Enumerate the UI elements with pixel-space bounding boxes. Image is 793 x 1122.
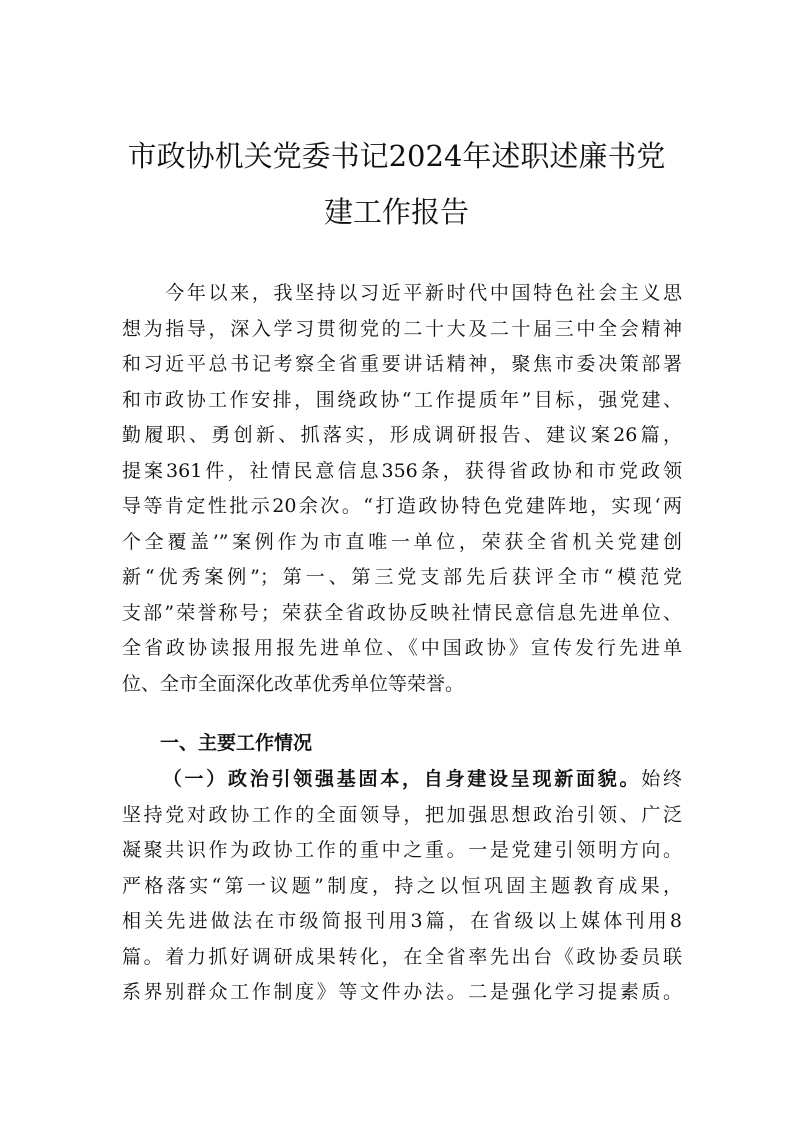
document-title-line-2: 建工作报告 xyxy=(323,195,469,229)
section-heading: 一、主要工作情况 xyxy=(160,732,313,754)
section-1-paragraph xyxy=(122,762,682,1011)
paragraph-line: 坚持党对政协工作的全面领导，把加强思想政治引领、广泛 xyxy=(122,803,682,826)
paragraph-line: 相关先进做法在市级简报刊用3篇，在省级以上媒体刊用8 xyxy=(122,910,682,932)
subsection-heading: （一）政治引领强基固本，自身建设呈现新面貌。 xyxy=(160,768,642,790)
paragraph-line: 想为指导，深入学习贯彻党的二十大及二十届三中全会精神 xyxy=(122,317,682,340)
paragraph-line: 严格落实“第一议题”制度，持之以恒巩固主题教育成果， xyxy=(122,874,682,897)
paragraph-line: 支部”荣誉称号；荣获全省政协反映社情民意信息先进单位、 xyxy=(122,601,682,624)
paragraph-line: 全省政协读报用报先进单位、《中国政协》宣传发行先进单 xyxy=(122,637,682,659)
paragraph-line: 今年以来，我坚持以习近平新时代中国特色社会主义思 xyxy=(122,282,682,304)
subsection-heading-continuation: 始终 xyxy=(641,768,682,790)
paragraph-line: 新“优秀案例”；第一、第三党支部先后获评全市“模范党 xyxy=(122,566,682,588)
paragraph-line: 提案361件，社情民意信息356条，获得省政协和市党政领 xyxy=(122,459,682,482)
document-title-line-1: 市政协机关党委书记2024年述职述廉书党 xyxy=(127,139,666,173)
paragraph-line: 导等肯定性批示20余次。“打造政协特色党建阵地，实现‘两 xyxy=(122,495,682,517)
paragraph-line: 个全覆盖’”案例作为市直唯一单位，荣获全省机关党建创 xyxy=(122,530,682,553)
paragraph-line: 篇。着力抓好调研成果转化，在全省率先出台《政协委员联 xyxy=(122,945,682,968)
paragraph-line: 系界别群众工作制度》等文件办法。二是强化学习提素质。 xyxy=(122,981,682,1003)
paragraph-first-line xyxy=(122,762,682,798)
paragraph-line: 位、全市全面深化改革优秀单位等荣誉。 xyxy=(122,672,465,695)
paragraph-line: 和习近平总书记考察全省重要讲话精神，聚焦市委决策部署 xyxy=(122,353,682,375)
paragraph-line: 凝聚共识作为政协工作的重中之重。一是党建引领明方向。 xyxy=(122,839,682,861)
paragraph-line: 勤履职、勇创新、抓落实，形成调研报告、建议案26篇， xyxy=(122,424,682,446)
paragraph-line: 和市政协工作安排，围绕政协“工作提质年”目标，强党建、 xyxy=(122,388,682,411)
intro-paragraph xyxy=(122,276,682,702)
